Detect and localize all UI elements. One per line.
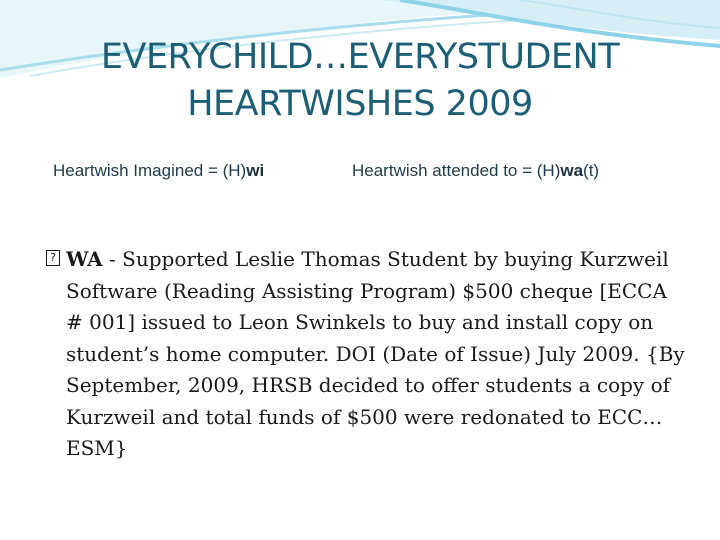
bullet-item xyxy=(46,244,686,465)
legend-attended-suffix: (t) xyxy=(583,161,600,180)
legend-attended-abbr: wa xyxy=(560,161,584,180)
legend-imagined xyxy=(53,161,264,181)
title-line-1: EVERYCHILD…EVERYSTUDENT xyxy=(100,37,620,77)
legend-row xyxy=(0,161,720,187)
title-line-2: HEARTWISHES 2009 xyxy=(187,84,533,124)
bullet-list xyxy=(46,244,686,465)
bullet-text: - Supported Leslie Thomas Student by buying Kurzweil Software (Reading Assisting Program) $500 cheque [ECCA # 001] issued to Leon Swinkels to buy and install copy on student’s home computer. DOI (Date of Issue) July 2009. {By September, 2009, HRSB decided to offer students a copy of Kurzweil and total funds of $500 were redonated to ECC…ESM} xyxy=(66,247,685,460)
missing-glyph-bullet-icon: ? xyxy=(46,250,60,266)
legend-attended-prefix: Heartwish attended to = (H) xyxy=(352,161,561,180)
slide-title xyxy=(0,34,720,128)
legend-attended xyxy=(352,161,599,181)
bullet-lead: WA xyxy=(66,247,103,271)
legend-imagined-prefix: Heartwish Imagined = (H) xyxy=(53,161,247,180)
legend-imagined-abbr: wi xyxy=(246,161,265,180)
